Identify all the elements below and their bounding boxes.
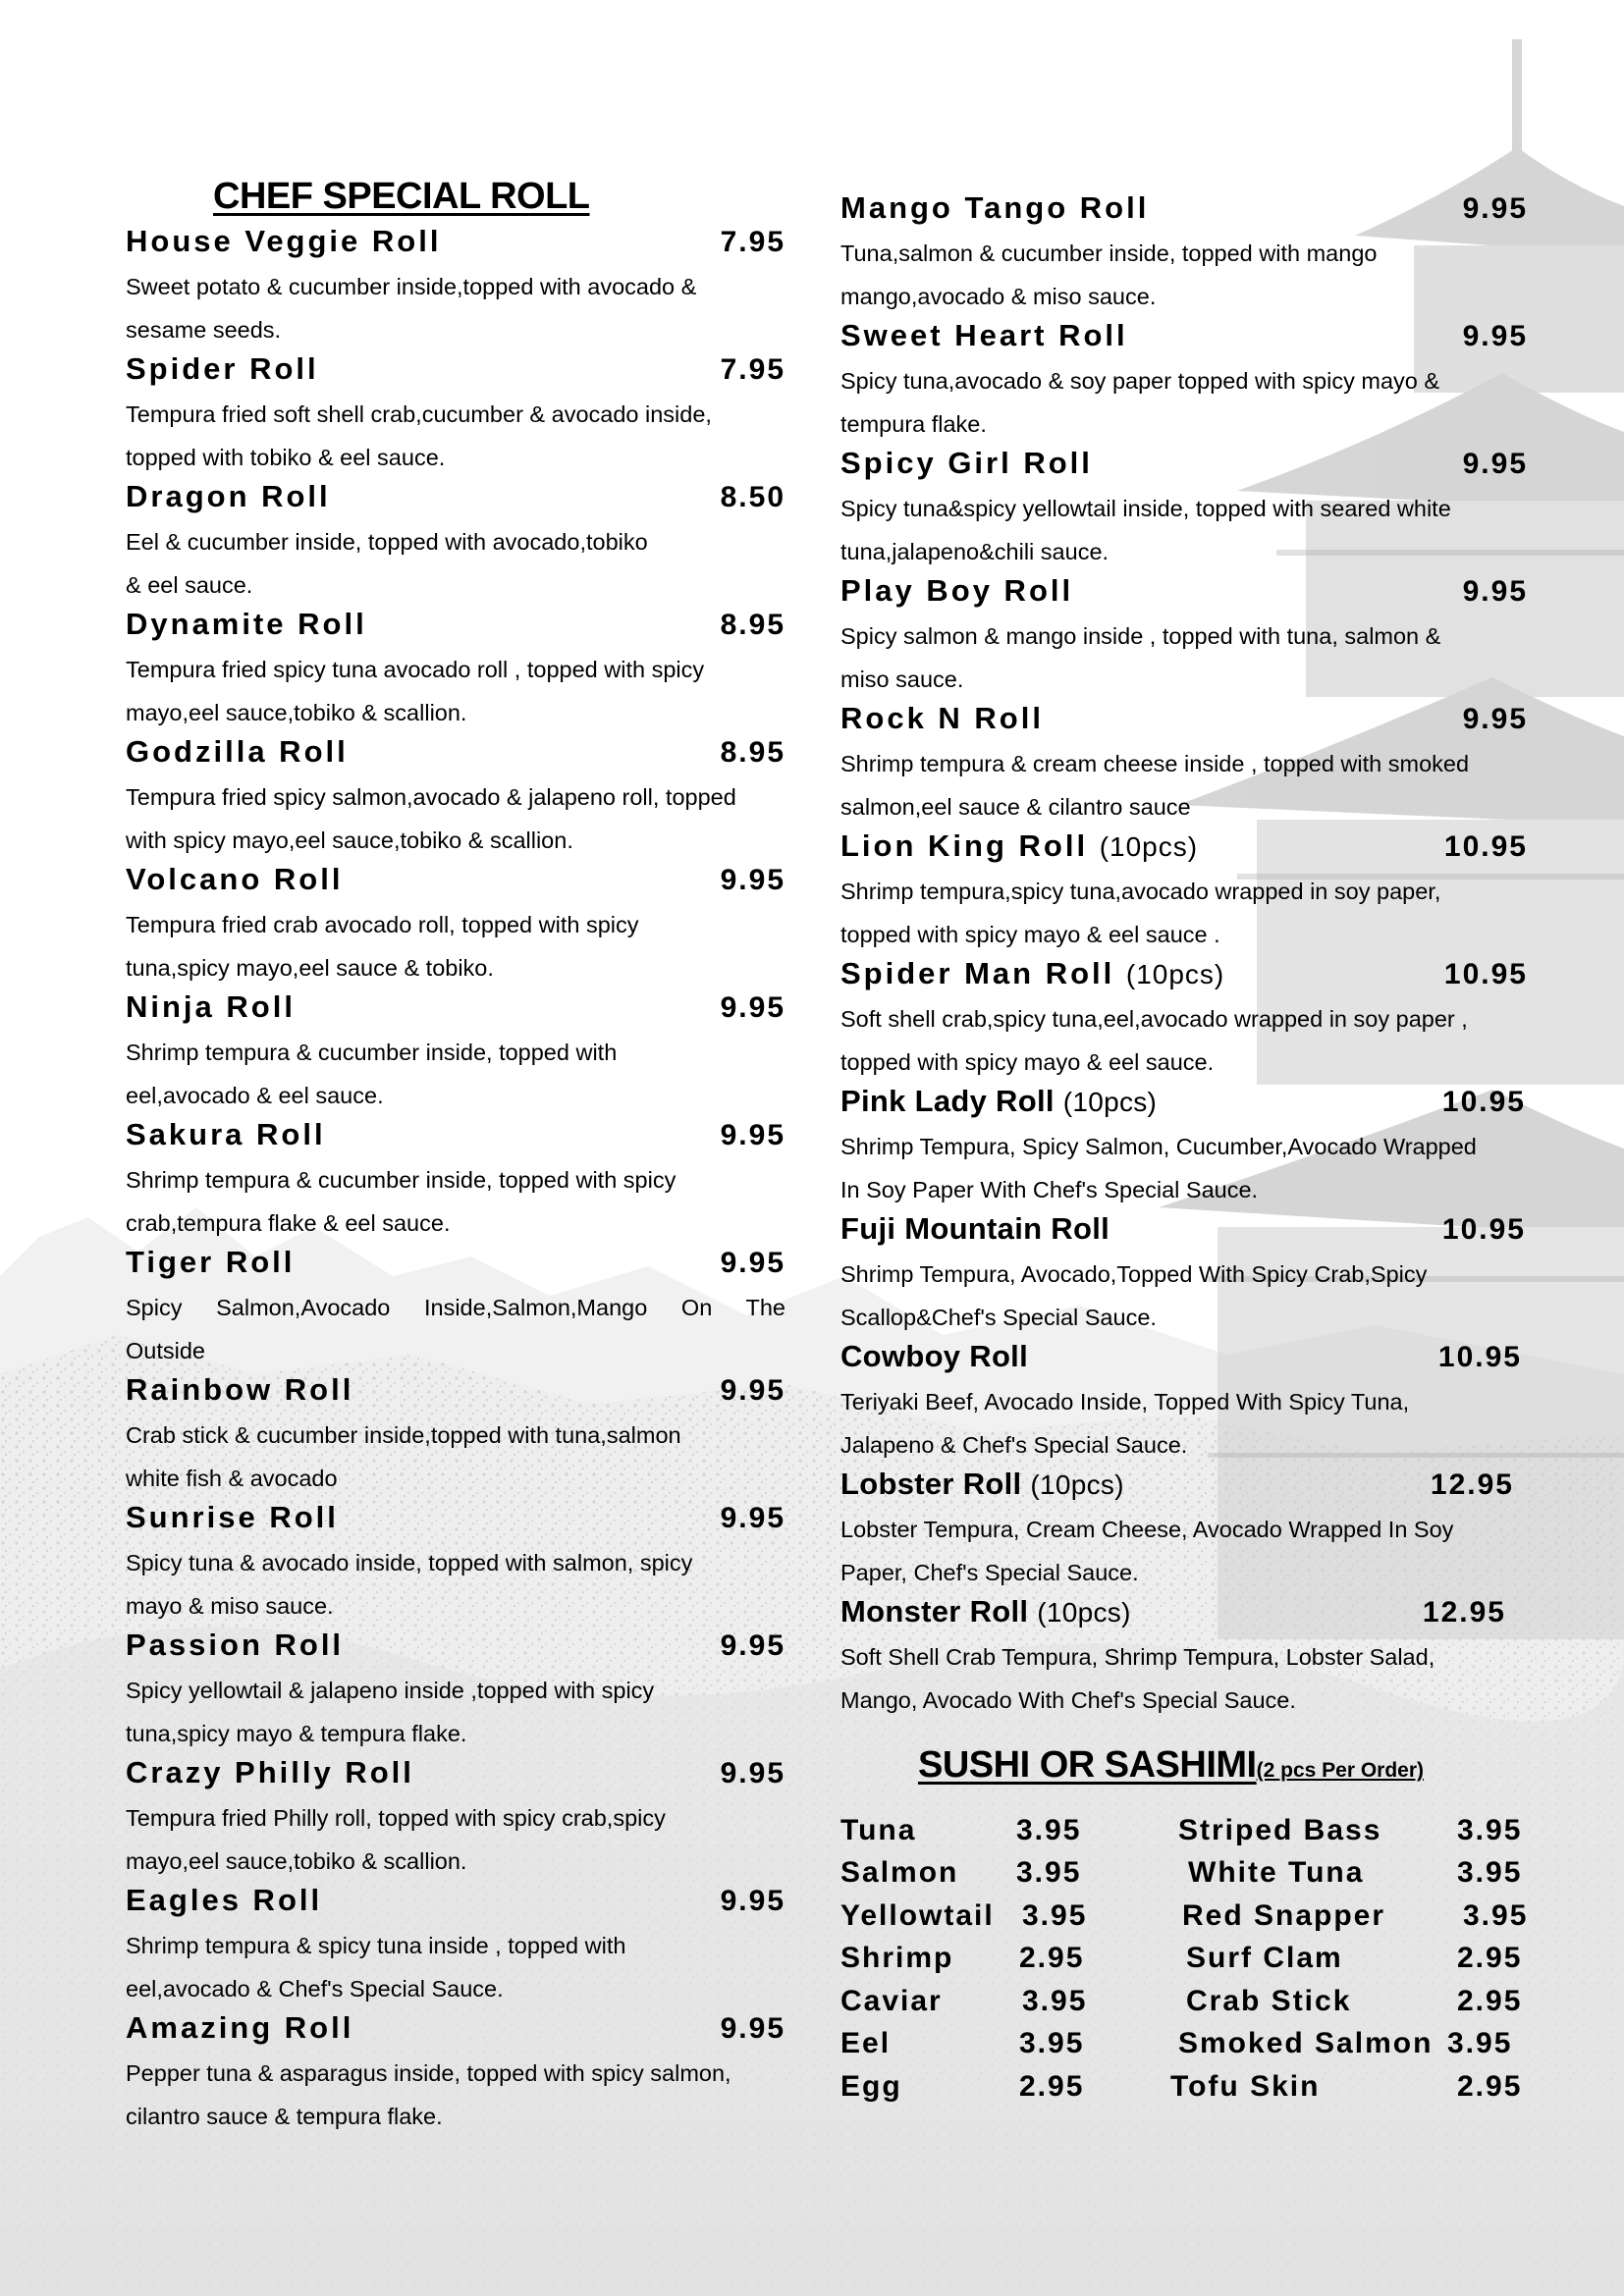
sushi-item-price: 3.95 xyxy=(1457,1856,1523,1889)
menu-item-name xyxy=(126,1883,322,1918)
menu-item xyxy=(126,989,785,1117)
menu-item-price: 9.95 xyxy=(720,1757,785,1789)
sushi-item-name: Eel xyxy=(840,2027,892,2059)
sushi-item-name: Caviar xyxy=(840,1985,943,2017)
menu-item-name-text: Spider Roll xyxy=(126,351,319,386)
menu-item xyxy=(840,1084,1528,1211)
menu-item-name xyxy=(126,224,441,259)
menu-item-portion-note: (10pcs) xyxy=(1099,831,1199,862)
menu-item-description xyxy=(126,1159,785,1245)
menu-item-name-text: House Veggie Roll xyxy=(126,224,442,258)
menu-item-price: 10.95 xyxy=(1441,1086,1526,1118)
menu-item-header xyxy=(840,1594,1528,1636)
menu-item-price: 10.95 xyxy=(1443,958,1528,990)
menu-item-name-text: Sunrise Roll xyxy=(126,1500,339,1534)
menu-item-price: 9.95 xyxy=(1462,448,1528,480)
menu-item-price: 12.95 xyxy=(1430,1468,1514,1501)
menu-item-name-text: Godzilla Roll xyxy=(126,734,349,769)
menu-item-price: 9.95 xyxy=(1462,320,1528,352)
menu-item-name-text: Spider Man Roll xyxy=(840,956,1115,990)
menu-item-description-line: mango,avocado & miso sauce. xyxy=(840,283,1157,309)
sushi-item-name: Shrimp xyxy=(840,1942,954,1974)
menu-item xyxy=(126,862,785,989)
menu-item-price: 12.95 xyxy=(1422,1596,1506,1629)
menu-item-name xyxy=(126,1755,414,1790)
menu-item-description xyxy=(126,776,785,862)
menu-item-description-line: Lobster Tempura, Cream Cheese, Avocado Wrapped In Soy xyxy=(840,1517,1454,1542)
menu-item-header xyxy=(126,1500,785,1542)
menu-item-header xyxy=(840,1467,1528,1509)
menu-item-portion-note: (10pcs) xyxy=(1030,1469,1124,1500)
sushi-item-name: Crab Stick xyxy=(1186,1985,1352,2017)
menu-item-description-line: mayo,eel sauce,tobiko & scallion. xyxy=(126,1847,467,1874)
menu-item-header xyxy=(126,1117,785,1159)
sushi-item-price: 2.95 xyxy=(1019,2070,1085,2103)
menu-item-description xyxy=(126,266,785,351)
menu-item-header xyxy=(126,479,785,521)
menu-item-description xyxy=(840,1254,1528,1339)
menu-item-description xyxy=(126,1415,785,1500)
menu-item-name-text: Tiger Roll xyxy=(126,1245,296,1279)
menu-item-description xyxy=(126,394,785,479)
menu-item-name xyxy=(840,1211,1110,1247)
menu-item-price: 10.95 xyxy=(1437,1341,1522,1373)
menu-item xyxy=(126,1117,785,1245)
menu-item-header xyxy=(840,1084,1528,1126)
chef-special-roll-list xyxy=(126,224,785,2138)
chef-special-roll-column xyxy=(126,169,785,2138)
menu-item-description xyxy=(840,488,1528,573)
sushi-item-price: 2.95 xyxy=(1457,1985,1523,2017)
menu-item-description-line: Soft shell crab,spicy tuna,eel,avocado wrapped in soy paper , xyxy=(840,1006,1468,1032)
menu-item-description xyxy=(840,233,1528,318)
menu-item-header xyxy=(126,351,785,394)
menu-item-name-text: Amazing Roll xyxy=(126,2010,354,2045)
menu-item-description xyxy=(126,521,785,607)
menu-item-description xyxy=(126,904,785,989)
menu-item-price: 8.50 xyxy=(720,481,785,513)
menu-item-name xyxy=(126,1245,295,1280)
menu-item xyxy=(840,1211,1528,1339)
menu-item-description-line: Tempura fried spicy tuna avocado roll , topped with spicy xyxy=(126,657,705,682)
menu-item-name xyxy=(126,989,296,1025)
menu-item-name-text: Dragon Roll xyxy=(126,479,331,513)
menu-item xyxy=(840,573,1528,701)
menu-item-description-line: tuna,jalapeno&chili sauce. xyxy=(840,538,1110,564)
sushi-item-price: 3.95 xyxy=(1016,1814,1082,1846)
menu-item-header xyxy=(126,2010,785,2053)
sushi-item-price: 2.95 xyxy=(1457,2070,1523,2103)
menu-item-description-line: Eel & cucumber inside, topped with avocado,tobiko xyxy=(126,529,648,555)
menu-item-price: 9.95 xyxy=(720,1629,785,1662)
menu-item xyxy=(126,1628,785,1755)
menu-item-name-text: Cowboy Roll xyxy=(840,1339,1029,1373)
menu-item-description-line: Shrimp Tempura, Avocado,Topped With Spicy Crab,Spicy xyxy=(840,1261,1428,1287)
menu-item-price: 7.95 xyxy=(720,226,785,258)
menu-item-description-line: Soft Shell Crab Tempura, Shrimp Tempura, Lobster Salad, xyxy=(840,1644,1435,1670)
menu-item xyxy=(840,446,1528,573)
menu-item xyxy=(126,1245,785,1372)
menu-item-description-line: topped with tobiko & eel sauce. xyxy=(126,444,446,470)
menu-item-header xyxy=(840,446,1528,488)
menu-item-name xyxy=(126,862,343,897)
menu-item-description xyxy=(840,998,1528,1084)
menu-item xyxy=(840,1339,1528,1467)
menu-item-description-line: & eel sauce. xyxy=(126,571,253,598)
menu-item-description xyxy=(840,1636,1528,1722)
menu-item-description-line: Shrimp tempura & cream cheese inside , topped with smoked xyxy=(840,751,1470,776)
menu-item xyxy=(126,224,785,351)
menu-item-price: 9.95 xyxy=(720,1119,785,1151)
menu-item-name xyxy=(126,2010,353,2046)
menu-item-name xyxy=(840,701,1044,736)
menu-item-name xyxy=(840,956,1224,991)
menu-item-price: 9.95 xyxy=(720,1502,785,1534)
menu-item xyxy=(840,318,1528,446)
menu-item-price: 9.95 xyxy=(720,864,785,896)
menu-item-price: 10.95 xyxy=(1441,1213,1526,1246)
menu-item-name-text: Play Boy Roll xyxy=(840,573,1074,608)
menu-item-name-text: Rainbow Roll xyxy=(126,1372,354,1407)
menu-item-description xyxy=(840,1509,1528,1594)
menu-item-description-line: miso sauce. xyxy=(840,666,964,692)
menu-item-name-text: Ninja Roll xyxy=(126,989,296,1024)
menu-item-name xyxy=(840,573,1073,609)
menu-item-description-line: Shrimp tempura & cucumber inside, topped with spicy xyxy=(126,1167,677,1193)
menu-item-description xyxy=(126,1287,785,1372)
menu-item-description-line: crab,tempura flake & eel sauce. xyxy=(126,1209,451,1236)
menu-item-description xyxy=(840,743,1528,828)
menu-item-header xyxy=(126,1755,785,1797)
menu-item-header xyxy=(840,573,1528,615)
menu-item-name xyxy=(126,1628,344,1663)
menu-item-description-line: Tempura fried Philly roll, topped with spicy crab,spicy xyxy=(126,1805,666,1831)
menu-item-description-line: Spicy tuna & avocado inside, topped with salmon, spicy xyxy=(126,1550,693,1575)
menu-item-description xyxy=(840,871,1528,956)
menu-item-description-line: mayo,eel sauce,tobiko & scallion. xyxy=(126,699,467,725)
menu-item-description-line: Mango, Avocado With Chef's Special Sauce. xyxy=(840,1686,1296,1713)
menu-item-price: 9.95 xyxy=(720,1374,785,1407)
menu-item-header xyxy=(840,318,1528,360)
menu-item-name-text: Dynamite Roll xyxy=(126,607,367,641)
menu-item-description-line: cilantro sauce & tempura flake. xyxy=(126,2103,443,2129)
sushi-item-name: Egg xyxy=(840,2070,902,2103)
menu-item-description-line: tuna,spicy mayo,eel sauce & tobiko. xyxy=(126,954,494,981)
menu-item-price: 8.95 xyxy=(720,609,785,641)
menu-item xyxy=(126,1372,785,1500)
menu-item-description xyxy=(126,1542,785,1628)
menu-item-description-line: Spicy tuna&spicy yellowtail inside, topped with seared white xyxy=(840,496,1451,521)
menu-item-price: 9.95 xyxy=(720,1885,785,1917)
menu-item-name xyxy=(126,1372,353,1408)
menu-item xyxy=(126,1500,785,1628)
sushi-item-price: 2.95 xyxy=(1457,1942,1523,1974)
menu-item-description-line: topped with spicy mayo & eel sauce . xyxy=(840,921,1220,947)
menu-item-name xyxy=(840,1339,1028,1374)
menu-item-description-line: Scallop&Chef's Special Sauce. xyxy=(840,1304,1157,1330)
menu-item-name-text: Lion King Roll xyxy=(840,828,1089,863)
menu-item xyxy=(840,1467,1528,1594)
menu-item-name xyxy=(840,318,1128,353)
menu-item-name-text: Spicy Girl Roll xyxy=(840,446,1093,480)
sushi-item-price: 3.95 xyxy=(1019,2027,1085,2059)
menu-item-description-line: Tempura fried spicy salmon,avocado & jalapeno roll, topped xyxy=(126,784,736,810)
menu-item-description-line: Jalapeno & Chef's Special Sauce. xyxy=(840,1431,1188,1458)
menu-item-description xyxy=(126,2053,785,2138)
menu-item-description-line: white fish & avocado xyxy=(126,1465,338,1491)
sushi-item-name: Salmon xyxy=(840,1856,959,1889)
menu-item-description-line: Shrimp tempura,spicy tuna,avocado wrapped in soy paper, xyxy=(840,879,1441,904)
menu-item-header xyxy=(126,1628,785,1670)
menu-item-price: 9.95 xyxy=(720,1247,785,1279)
menu-item-name-text: Sweet Heart Roll xyxy=(840,318,1128,352)
menu-item-name xyxy=(126,607,367,642)
menu-item-price: 9.95 xyxy=(1462,192,1528,225)
menu-item-description xyxy=(840,1381,1528,1467)
sushi-item-name: White Tuna xyxy=(1188,1856,1365,1889)
menu-item-description-line: Outside xyxy=(126,1337,205,1363)
menu-item-description-line: mayo & miso sauce. xyxy=(126,1592,334,1619)
sushi-item-price: 2.95 xyxy=(1019,1942,1085,1974)
menu-item-description-line: Tempura fried crab avocado roll, topped with spicy xyxy=(126,912,639,937)
menu-item-description-line: Tempura fried soft shell crab,cucumber & avocado inside, xyxy=(126,401,712,427)
menu-item xyxy=(126,2010,785,2138)
menu-item-name-text: Mango Tango Roll xyxy=(840,190,1150,225)
menu-item-name-text: Passion Roll xyxy=(126,1628,345,1662)
menu-item-description xyxy=(126,1797,785,1883)
menu-item-description-line: Paper, Chef's Special Sauce. xyxy=(840,1559,1139,1585)
menu-item-header xyxy=(840,190,1528,233)
menu-item xyxy=(126,734,785,862)
menu-item-header xyxy=(126,607,785,649)
menu-item-name-text: Sakura Roll xyxy=(126,1117,326,1151)
menu-item-name xyxy=(840,1467,1124,1502)
menu-item-description-line: Sweet potato & cucumber inside,topped with avocado & xyxy=(126,274,697,299)
menu-item-name xyxy=(840,1084,1157,1119)
sushi-item-name: Tofu Skin xyxy=(1170,2070,1321,2103)
sushi-item-price: 3.95 xyxy=(1022,1899,1088,1932)
menu-item-header xyxy=(126,862,785,904)
menu-item-description xyxy=(126,1925,785,2010)
menu-item xyxy=(126,607,785,734)
menu-item xyxy=(126,479,785,607)
menu-item-name-text: Crazy Philly Roll xyxy=(126,1755,414,1789)
menu-item-description-line: with spicy mayo,eel sauce,tobiko & scallion. xyxy=(126,827,573,853)
menu-item-price: 9.95 xyxy=(720,991,785,1024)
menu-item-name xyxy=(126,1500,339,1535)
menu-item-name-text: Lobster Roll xyxy=(840,1467,1022,1501)
sushi-sashimi-heading: SUSHI OR SASHIMI xyxy=(918,1744,1257,1786)
menu-item-price: 9.95 xyxy=(720,2012,785,2045)
menu-item-name xyxy=(840,828,1198,864)
menu-item-name-text: Volcano Roll xyxy=(126,862,344,896)
menu-item-name xyxy=(840,1594,1131,1629)
menu-item-header xyxy=(126,1245,785,1287)
menu-item xyxy=(840,190,1528,318)
menu-item-header xyxy=(840,828,1528,871)
menu-item-description-line: tuna,spicy mayo & tempura flake. xyxy=(126,1720,467,1746)
menu-item-name xyxy=(126,734,349,770)
sushi-item-name: Striped Bass xyxy=(1178,1814,1382,1846)
menu-item-price: 8.95 xyxy=(720,736,785,769)
menu-item-description-line: Crab stick & cucumber inside,topped with tuna,salmon xyxy=(126,1422,681,1448)
menu-item-description xyxy=(126,1032,785,1117)
menu-item xyxy=(840,701,1528,828)
menu-item-name xyxy=(126,1117,326,1152)
menu-item-description-line: Spicy Salmon,Avocado Inside,Salmon,Mango On The xyxy=(126,1295,785,1320)
menu-item-description xyxy=(126,649,785,734)
menu-item-header xyxy=(126,1372,785,1415)
menu-item-header xyxy=(840,1339,1528,1381)
sushi-item-price: 3.95 xyxy=(1022,1985,1088,2017)
menu-item xyxy=(126,1755,785,1883)
sushi-item-price: 3.95 xyxy=(1447,2027,1513,2059)
menu-item-description-line: Shrimp tempura & spicy tuna inside , topped with xyxy=(126,1933,626,1958)
sushi-item-price: 3.95 xyxy=(1016,1856,1082,1889)
menu-item-portion-note: (10pcs) xyxy=(1125,959,1225,989)
menu-item-description-line: Shrimp Tempura, Spicy Salmon, Cucumber,Avocado Wrapped xyxy=(840,1134,1477,1159)
menu-item-description-line: sesame seeds. xyxy=(126,316,282,343)
menu-item-name-text: Pink Lady Roll xyxy=(840,1084,1055,1118)
menu-item xyxy=(840,828,1528,956)
menu-item-header xyxy=(126,224,785,266)
menu-item-name xyxy=(126,479,331,514)
menu-item-description-line: Teriyaki Beef, Avocado Inside, Topped With Spicy Tuna, xyxy=(840,1389,1410,1415)
menu-item-description-line: topped with spicy mayo & eel sauce. xyxy=(840,1048,1215,1075)
menu-item-description-line: Spicy tuna,avocado & soy paper topped with spicy mayo & xyxy=(840,368,1440,394)
menu-item-description-line: Spicy salmon & mango inside , topped with tuna, salmon & xyxy=(840,623,1441,649)
menu-item-name-text: Eagles Roll xyxy=(126,1883,323,1917)
menu-item-description-line: Tuna,salmon & cucumber inside, topped with mango xyxy=(840,240,1378,266)
menu-item-price: 10.95 xyxy=(1443,830,1528,863)
menu-item-description xyxy=(840,360,1528,446)
sushi-item-name: Tuna xyxy=(840,1814,917,1846)
menu-item-header xyxy=(126,1883,785,1925)
specialty-roll-list xyxy=(840,190,1528,1722)
sushi-sashimi-subtitle: (2 pcs Per Order) xyxy=(1256,1759,1425,1782)
menu-item-description-line: Shrimp tempura & cucumber inside, topped with xyxy=(126,1040,618,1065)
menu-item-name xyxy=(840,446,1093,481)
menu-item-header xyxy=(840,701,1528,743)
menu-item-header xyxy=(126,734,785,776)
menu-item-description-line: eel,avocado & Chef's Special Sauce. xyxy=(126,1975,504,2002)
sushi-item-name: Smoked Salmon xyxy=(1178,2027,1434,2059)
sushi-item-price: 3.95 xyxy=(1457,1814,1523,1846)
menu-item xyxy=(840,1594,1528,1722)
menu-item-description-line: Spicy yellowtail & jalapeno inside ,topped with spicy xyxy=(126,1678,655,1703)
menu-item-name-text: Fuji Mountain Roll xyxy=(840,1211,1110,1246)
sushi-item-name: Surf Clam xyxy=(1186,1942,1343,1974)
menu-item-description xyxy=(840,615,1528,701)
menu-item-description-line: tempura flake. xyxy=(840,410,987,437)
menu-item-name-text: Rock N Roll xyxy=(840,701,1044,735)
menu-item-price: 9.95 xyxy=(1462,575,1528,608)
menu-item-description-line: In Soy Paper With Chef's Special Sauce. xyxy=(840,1176,1259,1202)
menu-item-description-line: Pepper tuna & asparagus inside, topped with spicy salmon, xyxy=(126,2060,731,2086)
menu-item-description xyxy=(126,1670,785,1755)
specialty-roll-column xyxy=(840,190,1528,1722)
menu-item-header xyxy=(840,956,1528,998)
menu-item xyxy=(126,1883,785,2010)
menu-item-portion-note: (10pcs) xyxy=(1062,1087,1158,1117)
sushi-item-name: Yellowtail xyxy=(840,1899,995,1932)
menu-item-portion-note: (10pcs) xyxy=(1037,1597,1131,1628)
sushi-item-price: 3.95 xyxy=(1463,1899,1529,1932)
menu-item-name-text: Monster Roll xyxy=(840,1594,1029,1629)
menu-item-name xyxy=(840,190,1149,226)
chef-special-roll-title: CHEF SPECIAL ROLL xyxy=(213,176,590,217)
menu-item-price: 9.95 xyxy=(1462,703,1528,735)
menu-item xyxy=(126,351,785,479)
menu-item-description-line: eel,avocado & eel sauce. xyxy=(126,1082,384,1108)
menu-item-name xyxy=(126,351,319,387)
sushi-sashimi-title xyxy=(918,1744,1424,1787)
menu-item-header xyxy=(840,1211,1528,1254)
menu-item-header xyxy=(126,989,785,1032)
menu-item xyxy=(840,956,1528,1084)
menu-item-description xyxy=(840,1126,1528,1211)
menu-item-price: 7.95 xyxy=(720,353,785,386)
sushi-item-name: Red Snapper xyxy=(1182,1899,1386,1932)
menu-item-description-line: salmon,eel sauce & cilantro sauce xyxy=(840,793,1191,820)
